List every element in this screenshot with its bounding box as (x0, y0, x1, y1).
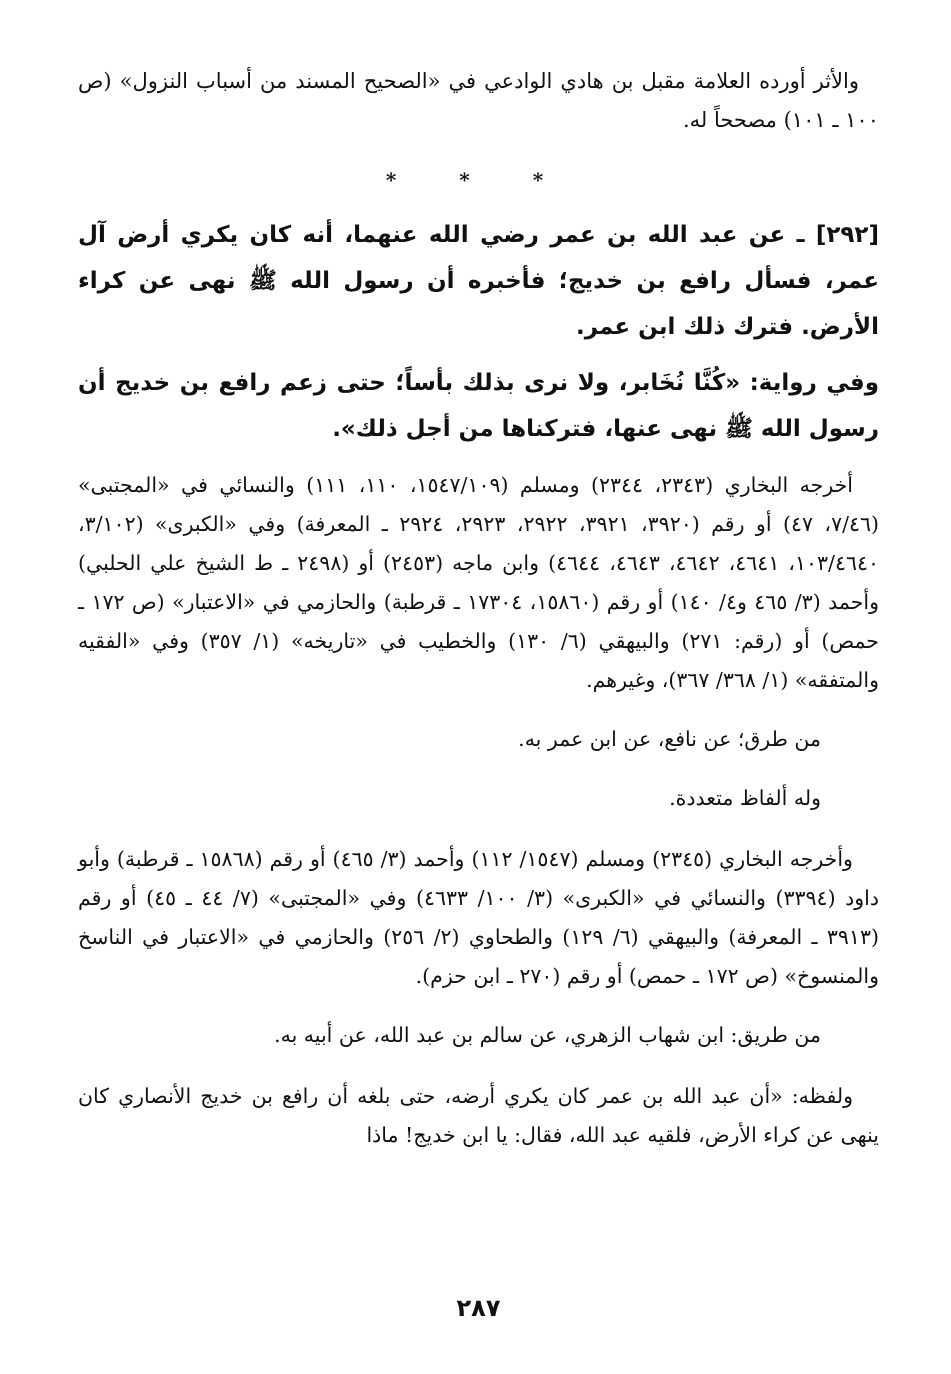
lafzuhu-paragraph: ولفظه: «أن عبد الله بن عمر كان يكري أرضه، حتى بلغه أن رافع بن خديج الأنصاري كان ينهى عن كراء الأرض، فلقيه عبد الله، فقال: يا ابن خديج! ماذا (78, 1084, 879, 1147)
tariq-line-1: من طرق؛ عن نافع، عن ابن عمر به. (518, 727, 821, 751)
book-page (78, 62, 880, 1322)
page-number: ٢٨٧ (456, 1294, 501, 1322)
riwaya-text: وفي رواية: «كُنَّا نُخَابر، ولا نرى بذلك بأساً؛ حتى زعم رافع بن خديج أن رسول الله ﷺ نهى عنها، فتركناها من أجل ذلك». (78, 370, 879, 442)
alfaz-line: وله ألفاظ متعددة. (669, 786, 821, 810)
takhrij-paragraph-2: وأخرجه البخاري (٢٣٤٥) ومسلم (١٥٤٧/ ١١٢) وأحمد (٣/ ٤٦٥) أو رقم (١٥٨٦٨ ـ قرطبة) وأبو داود (٣٣٩٤) والنسائي في «الكبرى» (٣/ ١٠٠/ ٤٦٣٣) وفي «المجتبى» (٧/ ٤٤ ـ ٤٥) أو رقم (٣٩١٣ ـ المعرفة) والبيهقي (٦/ ١٢٩) والطحاوي (٢/ ٢٥٦) والحازمي في «الاعتبار في الناسخ والمنسوخ» (ص ١٧٢ ـ حمص) أو رقم (٢٧٠ ـ ابن حزم). (78, 847, 879, 988)
takhrij-paragraph-1: أخرجه البخاري (٢٣٤٣، ٢٣٤٤) ومسلم (١٥٤٧/١٠٩، ١١٠، ١١١) والنسائي في «المجتبى» (٧/٤٦، ٤٧) أو رقم (٣٩٢٠، ٣٩٢١، ٢٩٢٢، ٢٩٢٣، ٢٩٢٤ ـ المعرفة) وفي «الكبرى» (٣/١٠٢، ١٠٣/٤٦٤٠، ٤٦٤١، ٤٦٤٢، ٤٦٤٣، ٤٦٤٤) وابن ماجه (٢٤٥٣) أو (٢٤٩٨ ـ ط الشيخ علي الحلبي) وأحمد (٣/ ٤٦٥ و٤/ ١٤٠) أو رقم (١٥٨٦٠، ١٧٣٠٤ ـ قرطبة) والحازمي في «الاعتبار» (ص ١٧٢ ـ حمص) أو (رقم: ٢٧١) والبيهقي (٦/ ١٣٠) والخطيب في «تاريخه» (١/ ٣٥٧) وفي «الفقيه والمتفقه» (١/ ٣٦٨/ ٣٦٧)، وغيرهم. (78, 473, 880, 692)
tariq-line-2: من طريق: ابن شهاب الزهري، عن سالم بن عبد الله، عن أبيه به. (274, 1023, 821, 1047)
section-separator: * * * (385, 168, 572, 192)
hadith-text: [٢٩٢] ـ عن عبد الله بن عمر رضي الله عنهما، أنه كان يكري أرض آل عمر، فسأل رافع بن خديج؛ فأخبره أن رسول الله ﷺ نهى عن كراء الأرض. فترك ذلك ابن عمر. (78, 222, 879, 340)
intro-paragraph: والأثر أورده العلامة مقبل بن هادي الوادعي في «الصحيح المسند من أسباب النزول» (ص ١٠٠ ـ ١٠١) مصححاً له. (78, 69, 879, 132)
